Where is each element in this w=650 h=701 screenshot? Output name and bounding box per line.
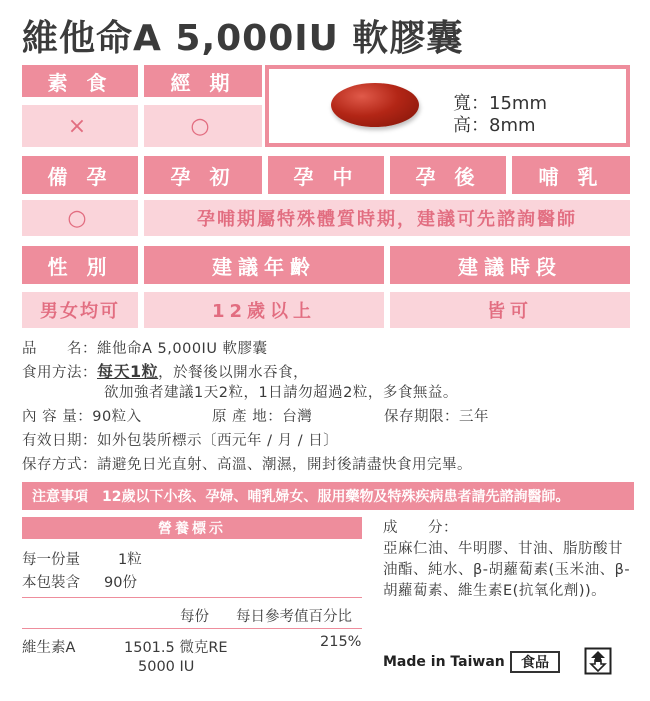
age-value: 12歲以上: [144, 292, 384, 328]
capsule-image-box: [265, 65, 630, 147]
capacity-line: 內 容 量：90粒入: [22, 409, 142, 425]
food-category-badge: 食品: [510, 651, 560, 673]
usage-method-label: 食用方法：: [22, 365, 97, 381]
pregnancy-header-prep: 備 孕: [22, 156, 138, 194]
gender-value: 男女均可: [22, 292, 138, 328]
menstrual-value: ○: [144, 105, 262, 147]
serving-size-label: 每一份量: [22, 552, 80, 568]
notice-label: 注意事項: [32, 489, 88, 505]
daily-value-column: 每日參考值百分比: [236, 609, 352, 625]
product-name-line: [22, 337, 268, 358]
per-serving-column: 每份: [180, 609, 209, 625]
nutrition-header: 營養標示: [22, 517, 362, 539]
ingredients-label: 成 分：: [383, 520, 458, 536]
pregnancy-header-mid: 孕 中: [268, 156, 384, 194]
recycle-icon: [584, 647, 612, 675]
nutrient-daily-percent: 215%: [320, 634, 362, 650]
softgel-capsule-image: [331, 83, 419, 127]
pregnancy-note: 孕哺期屬特殊體質時期，建議可先諮詢醫師: [144, 200, 630, 236]
notice-text: 12歲以下小孩、孕婦、哺乳婦女、服用藥物及特殊疾病患者請先諮詢醫師。: [102, 489, 570, 505]
time-header: 建議時段: [390, 246, 630, 284]
nutrient-amount-iu: 5000 IU: [138, 659, 195, 675]
usage-method-text: ，於餐後以開水吞食，: [158, 365, 309, 381]
menstrual-header: 經 期: [144, 65, 262, 97]
ingredients-block: [383, 518, 635, 602]
storage-line: 保存方式：請避免日光直射、高溫、潮濕，開封後請盡快食用完畢。: [22, 457, 472, 473]
capsule-height: 高：8mm: [453, 115, 536, 136]
ingredients-text: 亞麻仁油、牛明膠、甘油、脂肪酸甘油酯、純水、β-胡蘿蔔素(玉米油、β-胡蘿蔔素、維生素E(抗氧化劑))。: [383, 541, 631, 599]
product-name-value: 維他命A 5,000IU 軟膠囊: [97, 341, 268, 357]
nutrient-name: 維生素A: [22, 640, 76, 656]
nutrient-amount-re: 1501.5 微克RE: [124, 640, 228, 656]
pregnancy-header-late: 孕 後: [390, 156, 506, 194]
age-header: 建議年齡: [144, 246, 384, 284]
origin-line: 原 產 地：台灣: [212, 409, 313, 425]
usage-method-line2: 欲加強者建議1天2粒，1日請勿超過2粒，多食無益。: [104, 385, 458, 401]
vegetarian-header: 素 食: [22, 65, 138, 97]
pregnancy-header-breastfeeding: 哺 乳: [512, 156, 630, 194]
nutrition-divider-2: [22, 628, 362, 629]
time-value: 皆可: [390, 292, 630, 328]
usage-method-line: [22, 359, 308, 382]
serving-size-value: 1粒: [118, 552, 142, 568]
servings-per-pack-value: 90份: [104, 575, 137, 591]
pregnancy-prep-value: ○: [22, 200, 138, 236]
product-title: 維他命A 5,000IU 軟膠囊: [22, 18, 464, 59]
expiry-line: 有效日期：如外包裝所標示〔西元年 / 月 / 日〕: [22, 433, 339, 449]
notice-bar: [22, 482, 634, 510]
shelf-life-line: 保存期限：三年: [384, 409, 489, 425]
pregnancy-header-early: 孕 初: [144, 156, 262, 194]
gender-header: 性 別: [22, 246, 138, 284]
vegetarian-value: ×: [22, 105, 138, 147]
servings-per-pack-label: 本包裝含: [22, 575, 80, 591]
product-name-label: 品 名：: [22, 341, 97, 357]
capsule-width: 寬：15mm: [453, 93, 547, 114]
made-in-taiwan: Made in Taiwan: [383, 654, 505, 670]
usage-method-dose: 每天1粒: [97, 362, 159, 381]
nutrition-divider-1: [22, 597, 362, 598]
